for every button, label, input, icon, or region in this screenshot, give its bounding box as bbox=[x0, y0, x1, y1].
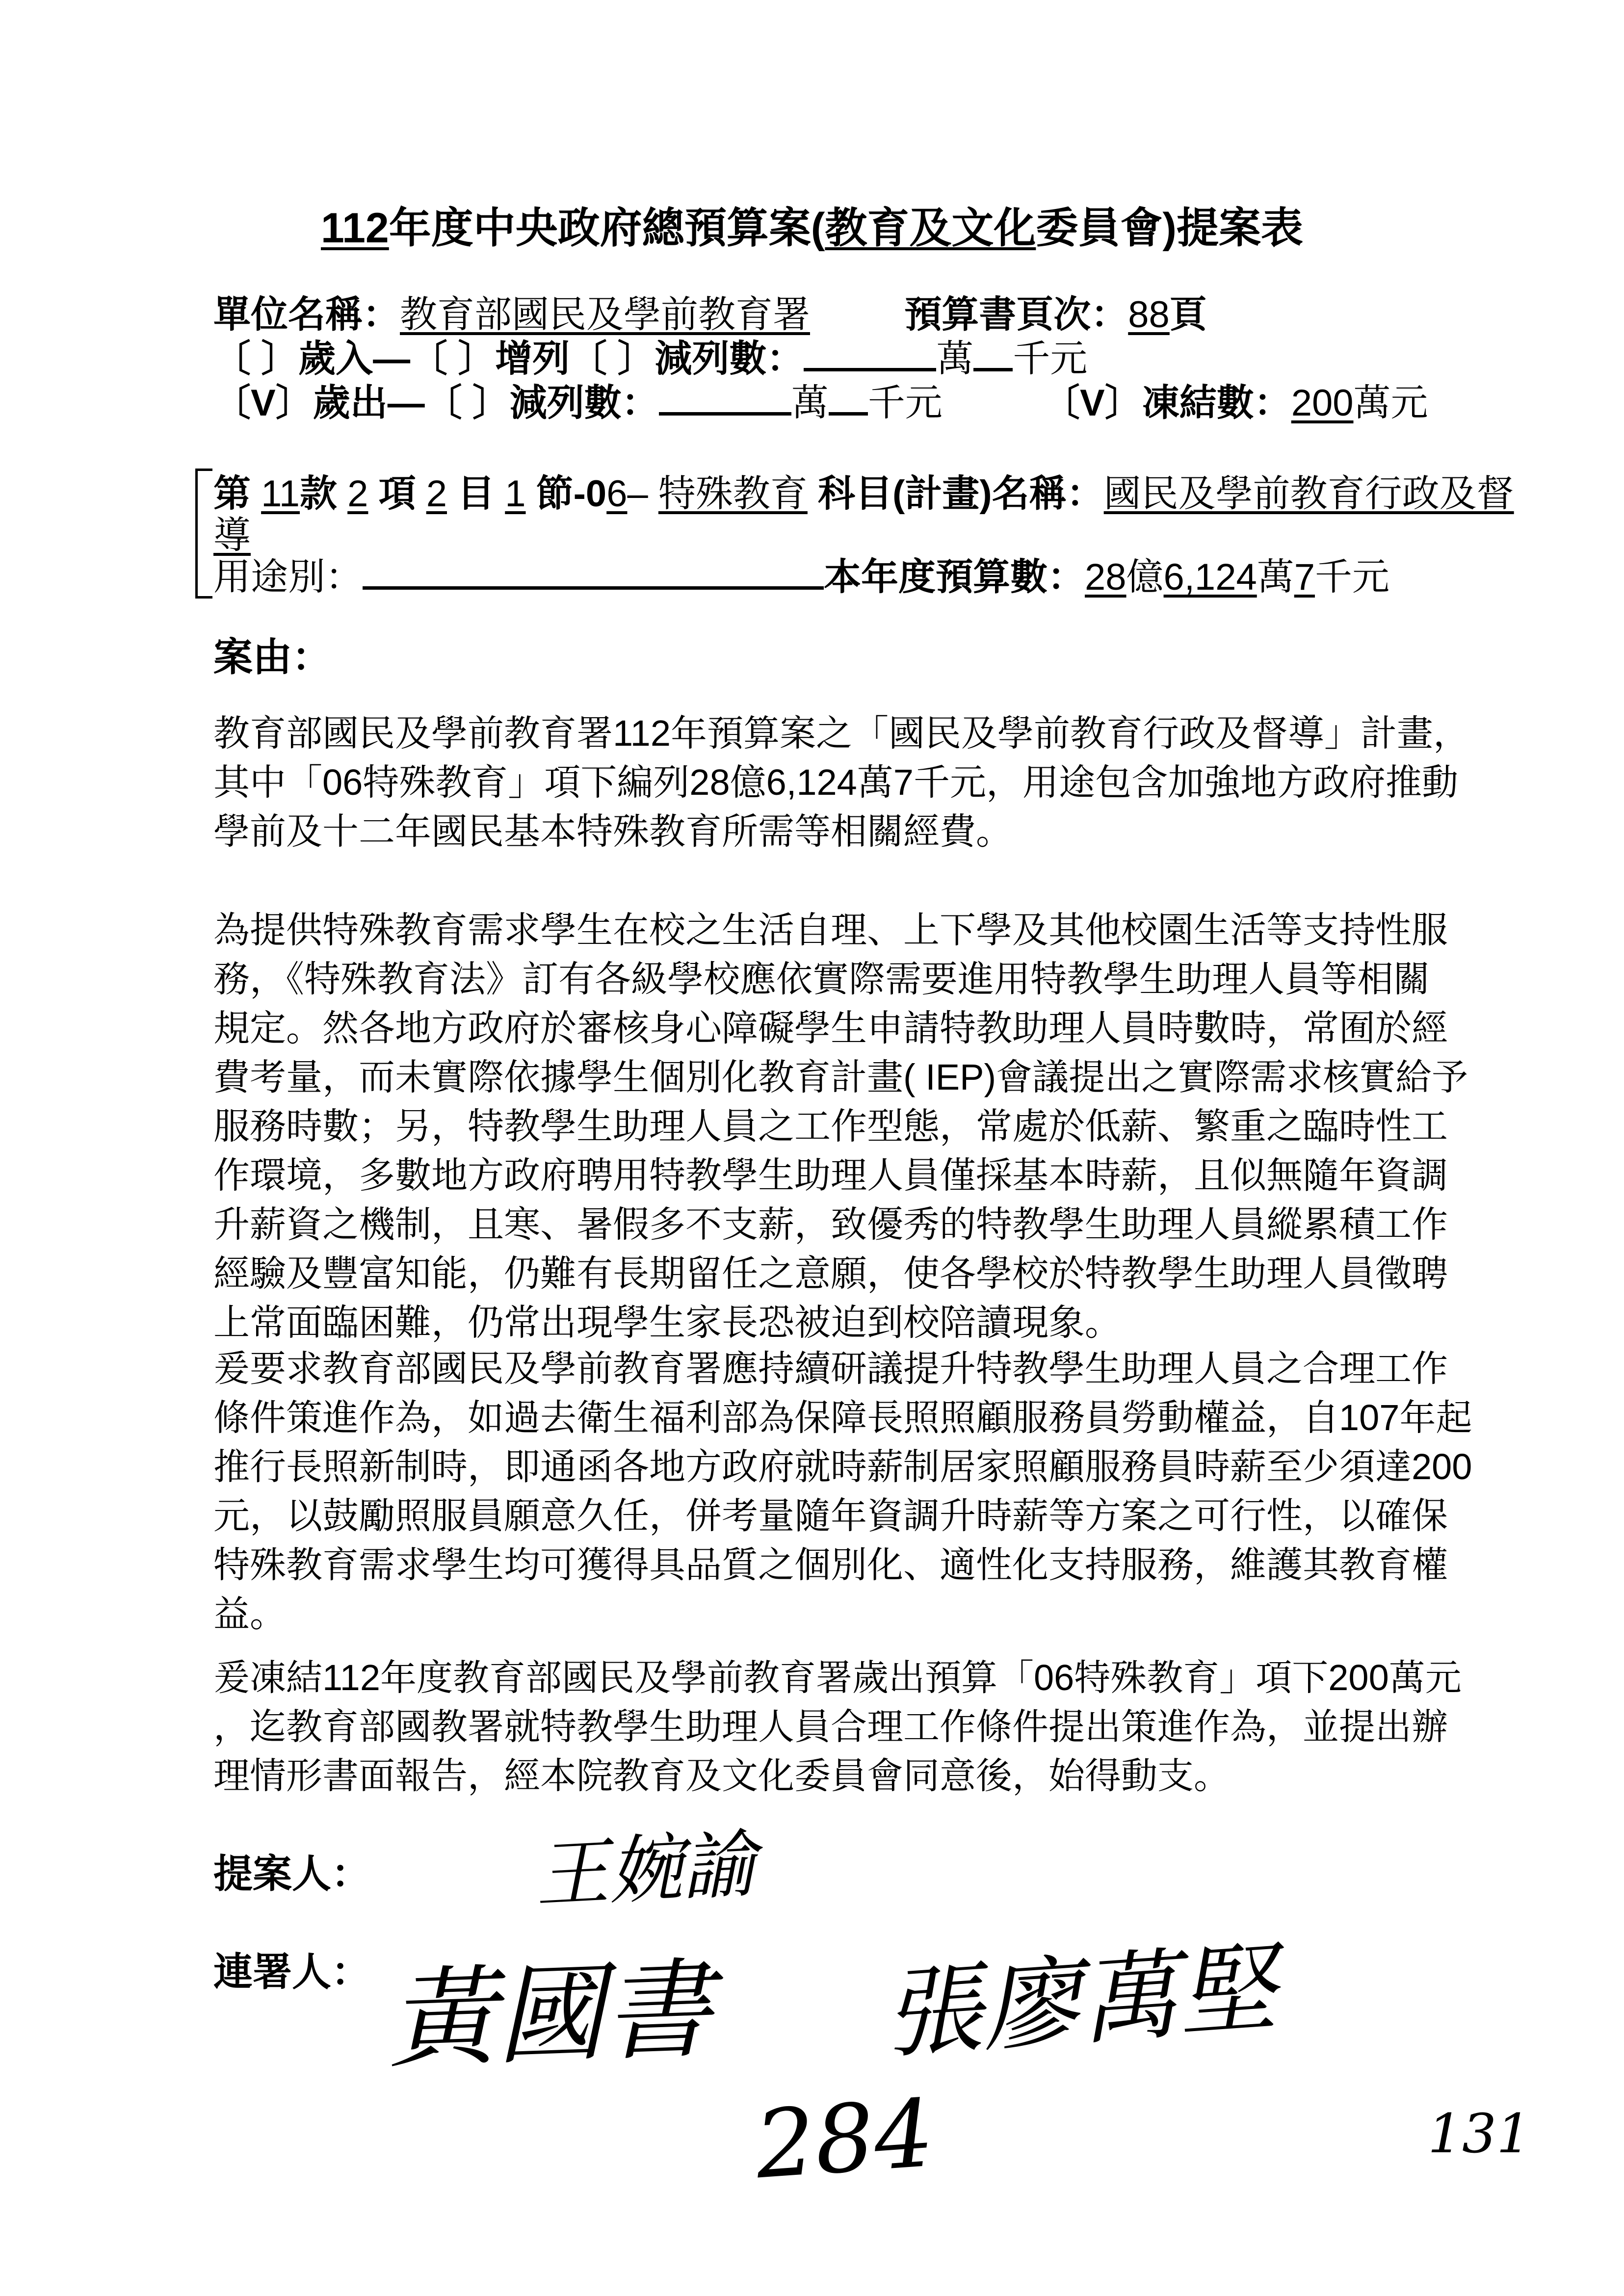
paragraph-line: 為提供特殊教育需求學生在校之生活自理、上下學及其他校園生活等支持性服 bbox=[213, 910, 1448, 950]
paragraph-line: 爰要求教育部國民及學前教育署應持續研議提升特教學生助理人員之合理工作 bbox=[213, 1348, 1448, 1389]
paragraph-line: 爰凍結112年度教育部國民及學前教育署歲出預算「06特殊教育」項下200萬元 bbox=[213, 1657, 1462, 1698]
paragraph-line: 教育部國民及學前教育署112年預算案之「國民及學前教育行政及督導」計畫， bbox=[213, 713, 1469, 754]
paragraph-line: 特殊教育需求學生均可獲得具品質之個別化、適性化支持服務，維護其教育權 bbox=[213, 1544, 1448, 1585]
page-title: 112年度中央政府總預算案(教育及文化委員會)提案表 bbox=[320, 205, 1304, 252]
page-value: 88 bbox=[1128, 294, 1170, 336]
usage-blank bbox=[363, 557, 824, 590]
proposer-label: 提案人： bbox=[213, 1852, 370, 1896]
paragraph-line: 經驗及豐富知能，仍難有長期留任之意願，使各學校於特教學生助理人員徵聘 bbox=[213, 1253, 1448, 1294]
freeze-label: 〔V〕凍結數： bbox=[1043, 382, 1291, 424]
paragraph-line: 推行長照新制時，即通函各地方政府就時薪制居家照顧服務員時薪至少須達200 bbox=[213, 1446, 1472, 1487]
blank-wan bbox=[659, 383, 791, 416]
paragraph-line: 務，《特殊教育法》訂有各級學校應依實際需要進用特教學生助理人員等相關 bbox=[213, 959, 1430, 999]
paragraph-line: 其中「06特殊教育」項下編列28億6,124萬7千元，用途包含加強地方政府推動 bbox=[213, 762, 1458, 803]
page-label: 預算書頁次： bbox=[904, 294, 1128, 336]
paragraph-line: 上常面臨困難，仍常出現學生家長恐被迫到校陪讀現象。 bbox=[213, 1302, 1121, 1343]
unit-label: 單位名稱： bbox=[213, 294, 400, 336]
paragraph-line: 費考量，而未實際依據學生個別化教育計畫( IEP)會議提出之實際需求核實給予 bbox=[213, 1057, 1468, 1097]
cosigner-signature: 張廖萬堅 bbox=[880, 1931, 1280, 2073]
item-bracket bbox=[195, 469, 212, 599]
budget-row: 用途別： 本年度預算數：28億6,124萬7千元 bbox=[213, 556, 1390, 598]
blank-qian bbox=[829, 383, 868, 416]
paragraph-line: 規定。然各地方政府於審核身心障礙學生申請特教助理人員時數時，常囿於經 bbox=[213, 1008, 1448, 1048]
paragraph bbox=[213, 906, 1468, 1347]
paragraph-line: 益。 bbox=[213, 1593, 286, 1634]
expense-row: 〔V〕歲出—〔 〕減列數： 萬 千元 〔V〕凍結數：200萬元 bbox=[213, 382, 1428, 424]
paragraph bbox=[213, 709, 1469, 856]
proposer-signature: 王婉諭 bbox=[533, 1822, 758, 1919]
paragraph-line: 條件策進作為，如過去衛生福利部為保障長照照顧服務員勞動權益，自107年起 bbox=[213, 1397, 1472, 1438]
handwritten-number: 284 bbox=[752, 2079, 937, 2200]
plan-name: 國民及學前教育行政及督 bbox=[1103, 473, 1514, 515]
unit-value: 教育部國民及學前教育署 bbox=[400, 294, 810, 336]
subject-value: 特殊教育 bbox=[658, 473, 808, 515]
paragraph-line: 元，以鼓勵照服員願意久任，併考量隨年資調升時薪等方案之可行性，以確保 bbox=[213, 1495, 1448, 1536]
paragraph bbox=[213, 1344, 1472, 1639]
item-row: 第 11款 2 項 2 目 1 節-06– 特殊教育 科目(計畫)名稱：國民及學前教育行政及督 bbox=[213, 473, 1514, 515]
paragraph-line: 理情形書面報告，經本院教育及文化委員會同意後，始得動支。 bbox=[213, 1755, 1230, 1796]
blank-qian bbox=[973, 339, 1013, 371]
paragraph bbox=[213, 1653, 1462, 1800]
cosigner-label: 連署人： bbox=[213, 1950, 370, 1994]
page-number: 131 bbox=[1428, 2102, 1531, 2165]
revenue-row: 〔 〕歲入—〔 〕增列〔 〕減列數： 萬 千元 bbox=[213, 338, 1088, 380]
paragraph-line: 升薪資之機制，且寒、暑假多不支薪，致優秀的特教學生助理人員縱累積工作 bbox=[213, 1204, 1448, 1245]
unit-row: 單位名稱：教育部國民及學前教育署 預算書頁次：88頁 bbox=[213, 294, 1207, 336]
paragraph-line: ，迄教育部國教署就特教學生助理人員合理工作條件提出策進作為，並提出辦 bbox=[213, 1706, 1448, 1747]
reason-label: 案由： bbox=[213, 635, 331, 679]
cosigner-signature: 黃國書 bbox=[386, 1946, 714, 2084]
paragraph-line: 學前及十二年國民基本特殊教育所需等相關經費。 bbox=[213, 811, 1012, 852]
freeze-value: 200 bbox=[1291, 382, 1354, 424]
paragraph-line: 服務時數；另，特教學生助理人員之工作型態，常處於低薪、繁重之臨時性工 bbox=[213, 1106, 1448, 1147]
paragraph-line: 作環境，多數地方政府聘用特教學生助理人員僅採基本時薪，且似無隨年資調 bbox=[213, 1155, 1448, 1196]
plan-name-wrap: 導 bbox=[213, 515, 251, 556]
blank-wan bbox=[804, 339, 936, 371]
